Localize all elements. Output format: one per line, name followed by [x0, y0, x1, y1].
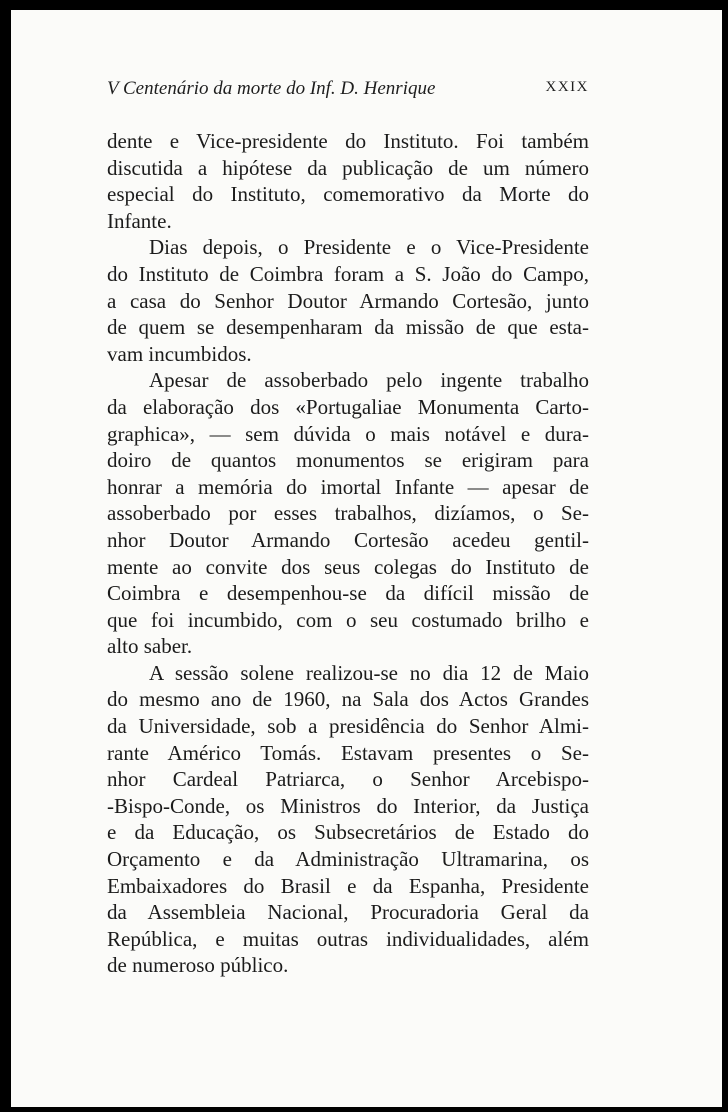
paragraph: [107, 234, 589, 367]
text-line: nhor Doutor Armando Cortesão acedeu gentil-: [107, 527, 589, 552]
book-page: [11, 10, 722, 1107]
text-line: Coimbra e desempenhou-se da difícil missão de: [107, 581, 589, 606]
text-line: de numeroso público.: [107, 953, 289, 978]
paragraph: [107, 128, 589, 234]
paragraph: [107, 660, 589, 979]
text-line: dente e Vice-presidente do Instituto. Foi também: [107, 129, 589, 153]
text-line: República, e muitas outras individualidades, além: [107, 926, 589, 951]
text-line: Orçamento e da Administração Ultramarina, os: [107, 847, 589, 872]
text-line: -Bispo-Conde, os Ministros do Interior, da Justiça: [107, 793, 589, 818]
text-line: rante Américo Tomás. Estavam presentes o Se-: [107, 740, 589, 765]
text-line: nhor Cardeal Patriarca, o Senhor Arcebispo-: [107, 767, 589, 792]
text-line: doiro de quantos monumentos se erigiram para: [107, 448, 589, 473]
text-line: do mesmo ano de 1960, na Sala dos Actos Grandes: [107, 687, 589, 712]
text-line: vam incumbidos.: [107, 341, 252, 366]
text-line: honrar a memória do imortal Infante — apesar de: [107, 474, 589, 499]
text-line: especial do Instituto, comemorativo da Morte do: [107, 182, 589, 207]
paragraph: [107, 367, 589, 660]
text-line: mente ao convite dos seus colegas do Instituto de: [107, 554, 589, 579]
text-line: do Instituto de Coimbra foram a S. João do Campo,: [107, 261, 589, 286]
text-line: e da Educação, os Subsecretários de Estado do: [107, 820, 589, 845]
running-head: [107, 78, 589, 100]
text-line: Infante.: [107, 208, 172, 233]
text-line: a casa do Senhor Doutor Armando Cortesão, junto: [107, 288, 589, 313]
text-line: alto saber.: [107, 634, 193, 659]
text-line: A sessão solene realizou-se no dia 12 de Maio: [149, 660, 589, 685]
text-line: de quem se desempenharam da missão de que esta-: [107, 315, 589, 340]
text-line: Embaixadores do Brasil e da Espanha, Presidente: [107, 873, 589, 898]
text-line: graphica», — sem dúvida o mais notável e dura-: [107, 421, 589, 446]
text-line: da elaboração dos «Portugaliae Monumenta Carto-: [107, 394, 589, 419]
text-line: assoberbado por esses trabalhos, dizíamos, o Se-: [107, 501, 589, 526]
text-line: Apesar de assoberbado pelo ingente trabalho: [149, 368, 589, 393]
body-text: [107, 128, 589, 979]
text-line: da Assembleia Nacional, Procuradoria Geral da: [107, 900, 589, 925]
page-number: XXIX: [545, 79, 589, 95]
text-line: Dias depois, o Presidente e o Vice-Presidente: [149, 235, 589, 260]
text-line: da Universidade, sob a presidência do Senhor Almi-: [107, 714, 589, 739]
running-head-title: V Centenário da morte do Inf. D. Henrique: [107, 78, 436, 99]
text-line: discutida a hipótese da publicação de um número: [107, 155, 589, 180]
text-line: que foi incumbido, com o seu costumado brilho e: [107, 607, 589, 632]
